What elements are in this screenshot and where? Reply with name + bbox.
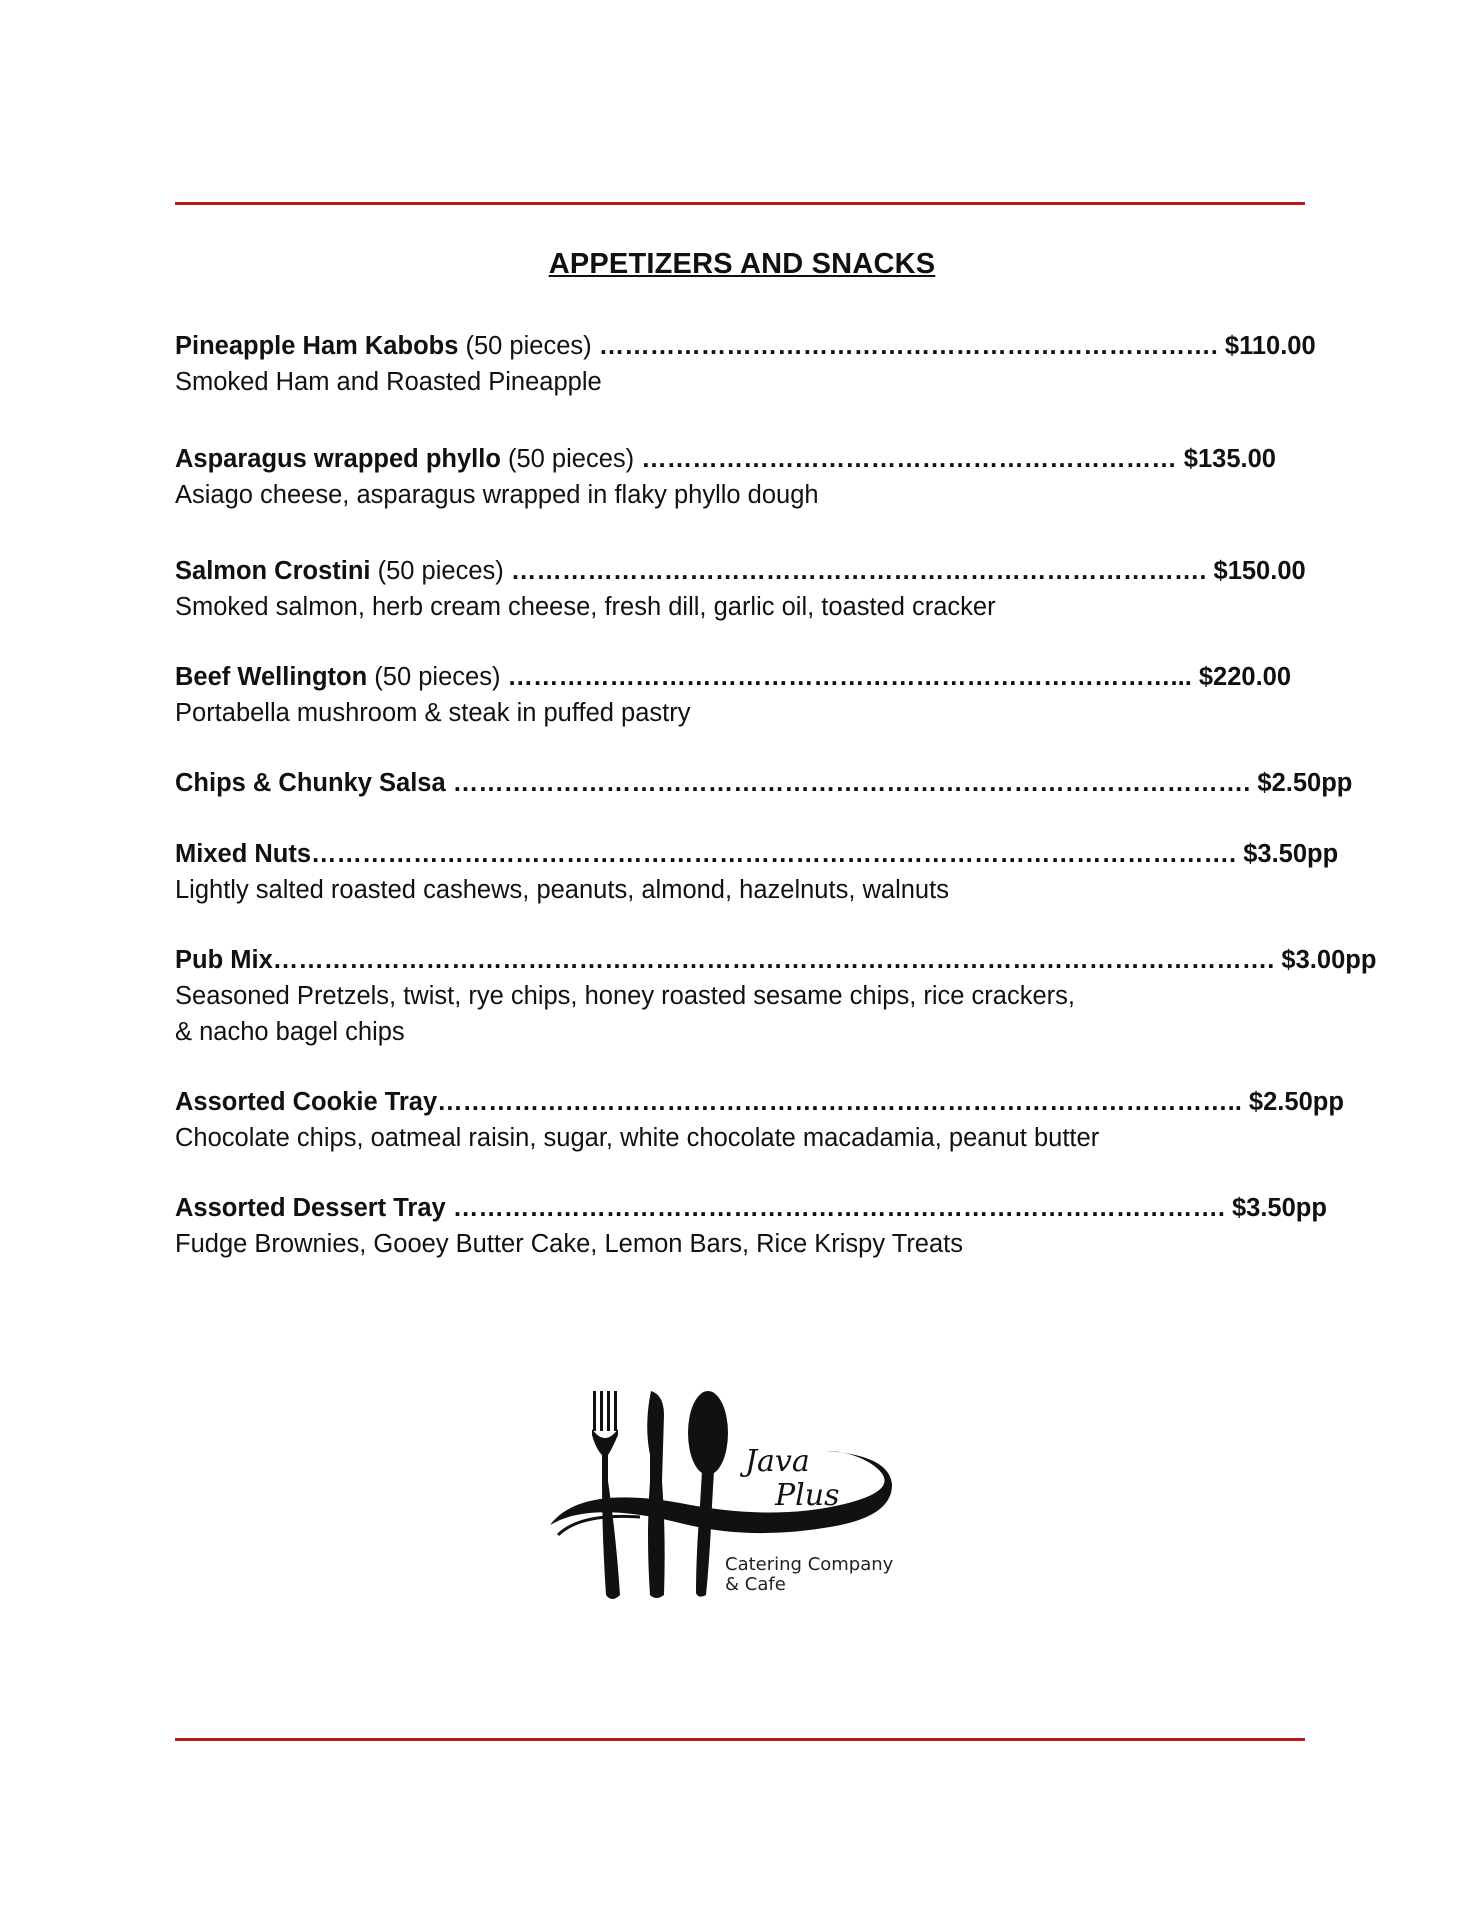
item-name: Beef Wellington <box>175 663 368 691</box>
page-title: APPETIZERS AND SNACKS <box>548 248 936 280</box>
brand-line1: Java <box>745 1444 810 1479</box>
item-leader-dots: ……………………………………………………………………………………………………… <box>272 946 1268 974</box>
item-leader-dots: ……………………………………………………………………… <box>510 557 1200 585</box>
item-name: Pineapple Ham Kabobs <box>175 332 459 360</box>
menu-item <box>175 836 1339 908</box>
bottom-red-rule <box>175 1738 1305 1741</box>
item-description: Lightly salted roasted cashews, peanuts, almond, hazelnuts, walnuts <box>175 876 949 904</box>
swoosh-line <box>558 1516 640 1535</box>
item-name: Chips & Chunky Salsa <box>175 769 446 797</box>
item-quantity: (50 pieces) <box>367 663 508 691</box>
menu-item <box>175 765 1353 801</box>
item-price: . $2.50pp <box>1243 769 1353 797</box>
menu-item <box>175 553 1305 625</box>
item-price: . $220.00 <box>1184 663 1292 691</box>
item-description: Smoked Ham and Roasted Pineapple <box>175 368 602 396</box>
item-description-continued: & nacho bagel chips <box>175 1018 405 1046</box>
item-leader-dots: ……………………………………………………………………………………………… <box>311 840 1230 868</box>
item-name: Asparagus wrapped phyllo <box>175 445 501 473</box>
item-quantity: (50 pieces) <box>500 445 642 473</box>
item-description: Portabella mushroom & steak in puffed pastry <box>175 699 691 727</box>
item-price: . $3.50pp <box>1229 840 1339 868</box>
knife-icon <box>647 1391 664 1598</box>
item-quantity: (50 pieces) <box>458 332 599 360</box>
item-leader-dots: …………………………………………………………………………………. <box>437 1088 1235 1116</box>
item-description: Chocolate chips, oatmeal raisin, sugar, white chocolate macadamia, peanut butter <box>175 1124 1100 1152</box>
item-leader-dots: ……………………………………………………… <box>641 445 1177 473</box>
java-plus-logo <box>540 1385 920 1605</box>
item-name: Pub Mix <box>175 946 273 974</box>
item-name: Salmon Crostini <box>175 557 371 585</box>
item-quantity <box>446 769 453 797</box>
item-description: Fudge Brownies, Gooey Butter Cake, Lemon Bars, Rice Krispy Treats <box>175 1230 964 1258</box>
item-leader-dots: ……………………………………………………………… <box>598 332 1211 360</box>
menu-item <box>175 328 1316 400</box>
item-leader-dots: ……………………………………………………………………………… <box>452 1194 1218 1222</box>
item-quantity: (50 pieces) <box>370 557 511 585</box>
item-price: $135.00 <box>1176 445 1276 473</box>
fork-icon <box>592 1391 620 1599</box>
item-quantity <box>446 1194 453 1222</box>
item-description: Seasoned Pretzels, twist, rye chips, honey roasted sesame chips, rice crackers, <box>175 982 1075 1010</box>
menu-item <box>175 441 1305 513</box>
menu-item <box>175 1190 1327 1262</box>
tagline-line1: Catering Company <box>725 1554 894 1575</box>
top-red-rule <box>175 202 1305 205</box>
item-description: Smoked salmon, herb cream cheese, fresh dill, garlic oil, toasted cracker <box>175 593 996 621</box>
item-leader-dots: ………………………………………………………………………………… <box>452 769 1244 797</box>
item-name: Assorted Cookie Tray <box>175 1088 438 1116</box>
tagline-line2: & Cafe <box>725 1574 786 1595</box>
menu-item <box>175 942 1377 1050</box>
menu-item <box>175 659 1305 731</box>
item-name: Assorted Dessert Tray <box>175 1194 446 1222</box>
item-price: . $3.50pp <box>1217 1194 1327 1222</box>
menu-item <box>175 1084 1344 1156</box>
item-name: Mixed Nuts <box>175 840 312 868</box>
item-price: . $2.50pp <box>1234 1088 1344 1116</box>
brand-line2: Plus <box>775 1478 840 1513</box>
item-description: Asiago cheese, asparagus wrapped in flaky phyllo dough <box>175 481 819 509</box>
item-price: . $150.00 <box>1199 557 1306 585</box>
item-price: . $3.00pp <box>1267 946 1377 974</box>
spoon-icon <box>688 1391 728 1597</box>
item-leader-dots: …………………………………………………………………….. <box>507 663 1185 691</box>
item-price: . $110.00 <box>1210 332 1316 360</box>
